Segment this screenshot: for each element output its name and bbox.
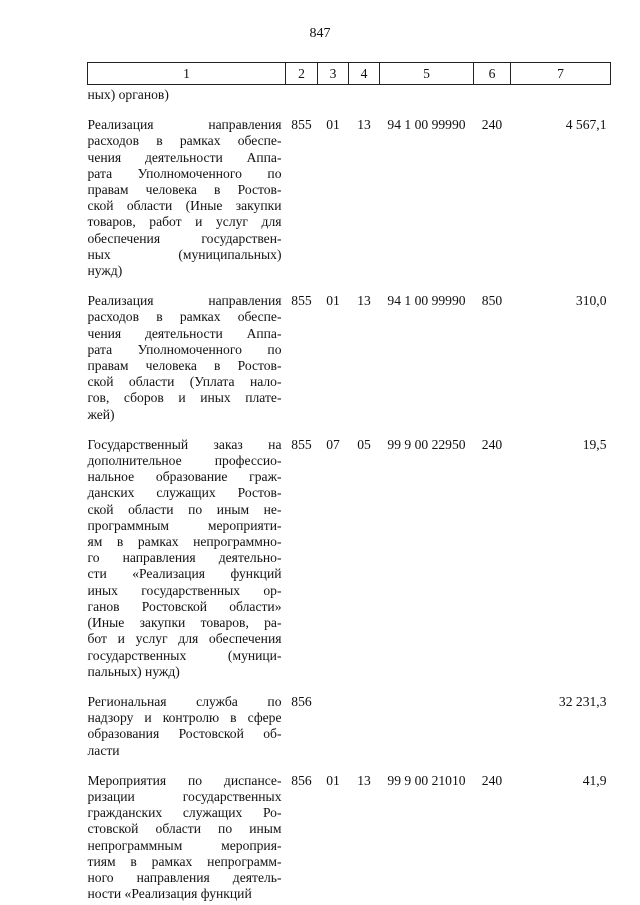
table-row <box>88 423 611 680</box>
cell-subsection: 05 <box>357 436 371 452</box>
description-line: гов, сборов и иных плате- <box>87 390 282 406</box>
description-line: данских служащих Ростов- <box>87 485 282 501</box>
description-line: ности «Реализация функций <box>87 886 252 902</box>
cell-amount: 310,0 <box>575 293 607 309</box>
header-col-6: 6 <box>474 63 511 85</box>
header-col-2: 2 <box>286 63 318 85</box>
description-line: (Иные закупки товаров, ра- <box>87 615 282 631</box>
cell-expense-type: 240 <box>481 772 503 788</box>
row-description <box>88 103 286 279</box>
cell-target-article: 99 9 00 22950 <box>387 436 466 452</box>
description-line: ской области по иным не- <box>87 501 282 517</box>
header-col-4: 4 <box>349 63 380 85</box>
description-line: дополнительное профессио- <box>87 453 282 469</box>
cell-amount: 19,5 <box>582 436 607 452</box>
description-line: жей) <box>87 406 115 422</box>
cell-department: 856 <box>291 772 312 788</box>
description-line: тиям в рамках непрограмм- <box>87 853 282 869</box>
description-line: обеспечения государствен- <box>87 230 282 246</box>
continuation-text: ных) органов) <box>87 87 169 102</box>
description-line: правам человека в Ростов- <box>87 358 282 374</box>
description-line: ризации государственных <box>87 788 282 804</box>
cell-section: 01 <box>326 772 340 788</box>
description-line: товаров, работ и услуг для <box>87 214 282 230</box>
description-line: пальных) нужд) <box>87 663 180 679</box>
row-description <box>88 423 286 680</box>
description-line: Мероприятия по диспансе- <box>87 772 282 788</box>
budget-table <box>87 62 611 902</box>
description-line: государственных (муници- <box>87 647 282 663</box>
description-line: Реализация направления <box>87 293 282 309</box>
cell-amount: 41,9 <box>582 772 607 788</box>
row-description <box>88 680 286 759</box>
cell-subsection: 13 <box>357 293 371 309</box>
table-row <box>88 279 611 423</box>
description-line: нальное образование граж- <box>87 469 282 485</box>
page-number: 847 <box>309 26 331 41</box>
description-line: гражданских служащих Ро- <box>87 805 282 821</box>
table-row <box>88 759 611 903</box>
row-description <box>88 279 286 423</box>
description-line: ласти <box>87 742 120 758</box>
continuation-row <box>88 85 611 104</box>
cell-department: 855 <box>291 117 312 133</box>
cell-amount: 32 231,3 <box>558 693 607 709</box>
cell-expense-type: 850 <box>481 293 503 309</box>
cell-section <box>318 680 349 759</box>
description-line: правам человека в Ростов- <box>87 182 282 198</box>
description-line: ской области (Уплата нало- <box>87 374 282 390</box>
description-line: чения деятельности Аппа- <box>87 149 282 165</box>
cell-section: 07 <box>326 436 340 452</box>
description-line: бот и услуг для обеспечения <box>87 631 282 647</box>
cell-expense-type <box>474 680 511 759</box>
cell-amount: 4 567,1 <box>565 117 607 133</box>
description-line: расходов в рамках обеспе- <box>87 309 282 325</box>
description-line: чения деятельности Аппа- <box>87 325 282 341</box>
description-line: программным мероприяти- <box>87 517 282 533</box>
description-line: расходов в рамках обеспе- <box>87 133 282 149</box>
cell-department: 855 <box>291 293 312 309</box>
description-line: сти «Реализация функций <box>87 566 282 582</box>
description-line: нужд) <box>87 263 123 279</box>
cell-target-article <box>380 680 474 759</box>
cell-target-article: 99 9 00 21010 <box>387 772 466 788</box>
description-line: ской области (Иные закупки <box>87 198 282 214</box>
header-col-7: 7 <box>511 63 611 85</box>
description-line: Региональная служба по <box>87 693 282 709</box>
description-line: образования Ростовской об- <box>87 726 282 742</box>
cell-subsection: 13 <box>357 117 371 133</box>
cell-section: 01 <box>326 293 340 309</box>
description-line: непрограммным мероприя- <box>87 837 282 853</box>
cell-department: 855 <box>291 436 312 452</box>
description-line: рата Уполномоченного по <box>87 165 282 181</box>
description-line: ям в рамках непрограммно- <box>87 534 282 550</box>
cell-subsection: 13 <box>357 772 371 788</box>
table-row <box>88 103 611 279</box>
cell-target-article: 94 1 00 99990 <box>387 117 466 133</box>
cell-department: 856 <box>291 693 312 709</box>
description-line: Государственный заказ на <box>87 436 282 452</box>
cell-subsection <box>349 680 380 759</box>
header-col-1: 1 <box>88 63 286 85</box>
cell-expense-type: 240 <box>481 436 503 452</box>
description-line: иных государственных ор- <box>87 582 282 598</box>
header-col-3: 3 <box>318 63 349 85</box>
cell-expense-type: 240 <box>481 117 503 133</box>
table-header <box>88 63 611 85</box>
cell-target-article: 94 1 00 99990 <box>387 293 466 309</box>
description-line: ных (муниципальных) <box>87 246 282 262</box>
cell-section: 01 <box>326 117 340 133</box>
description-line: ного направления деятель- <box>87 869 282 885</box>
header-col-5: 5 <box>380 63 474 85</box>
description-line: ганов Ростовской области» <box>87 598 282 614</box>
row-description <box>88 759 286 903</box>
description-line: надзору и контролю в сфере <box>87 710 282 726</box>
table-row <box>88 680 611 759</box>
description-line: рата Уполномоченного по <box>87 341 282 357</box>
description-line: стовской области по иным <box>87 821 282 837</box>
description-line: Реализация направления <box>87 117 282 133</box>
description-line: го направления деятельно- <box>87 550 282 566</box>
